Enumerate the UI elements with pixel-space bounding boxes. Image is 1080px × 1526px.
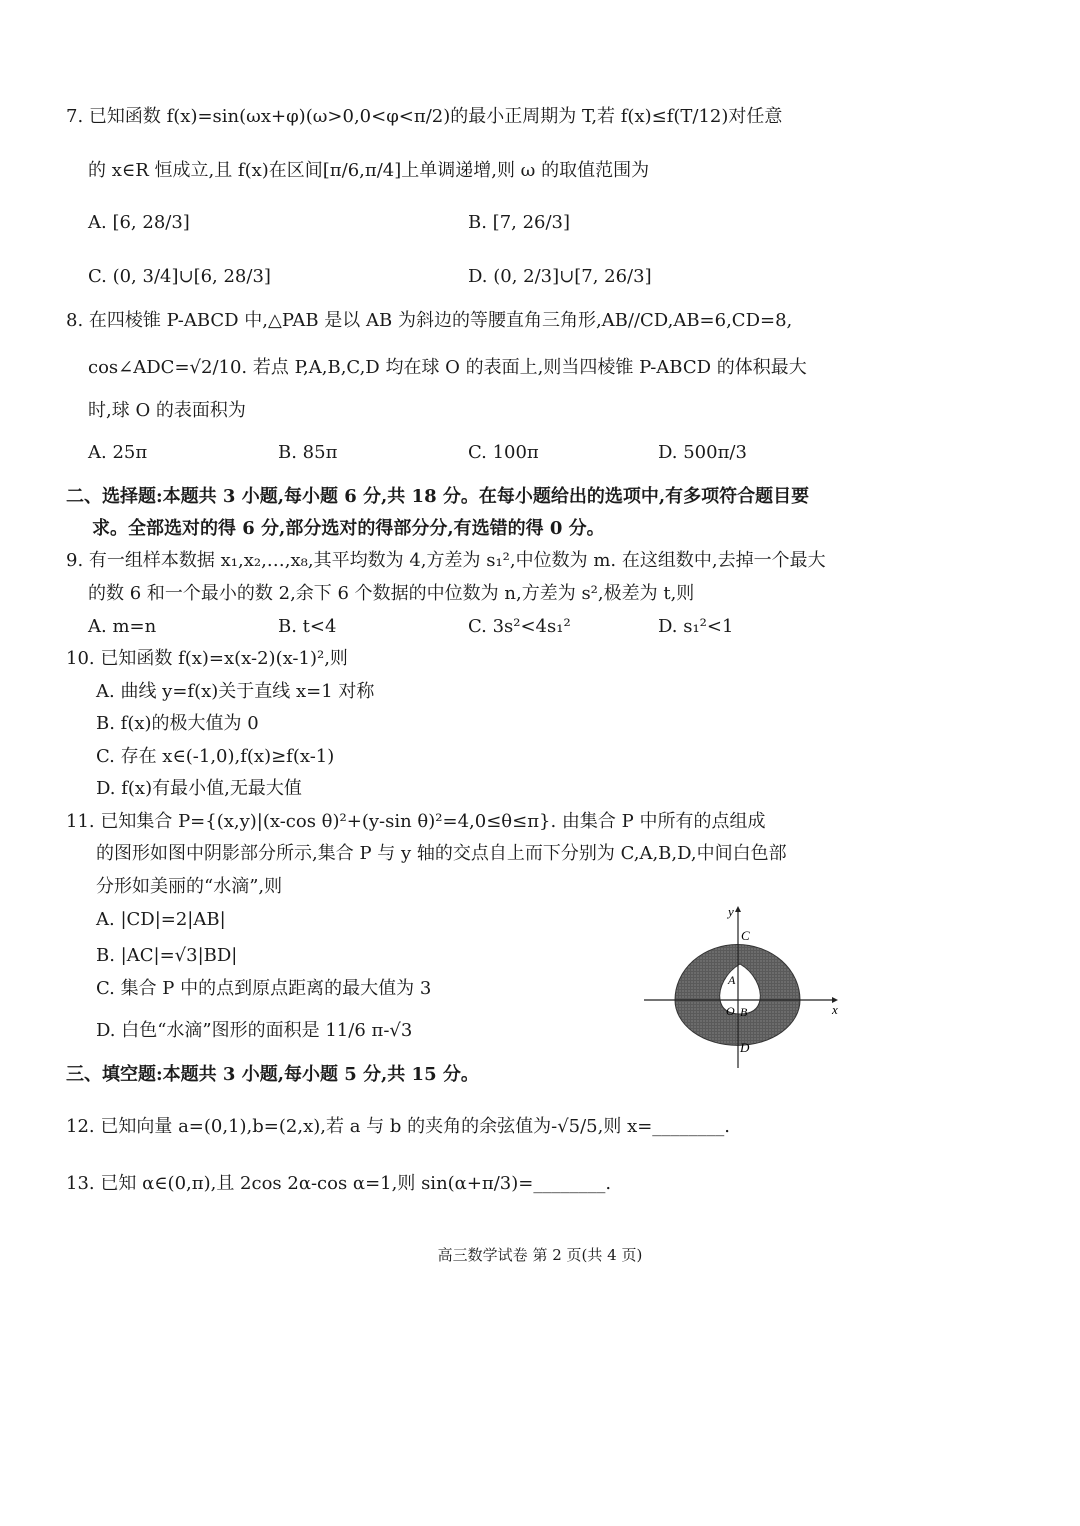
section2-heading-line2: 求。全部选对的得 6 分,部分选对的得部分分,有选错的得 0 分。 <box>92 518 605 539</box>
y-axis-arrow <box>735 906 741 912</box>
q9-stem-line1: 9. 有一组样本数据 x₁,x₂,…,x₈,其平均数为 4,方差为 s₁²,中位数为 m. 在这组数中,去掉一个最大 <box>66 550 826 571</box>
q8-option-b: B. 85π <box>278 442 338 463</box>
point-label-d: D <box>740 1040 750 1055</box>
q10-stem: 10. 已知函数 f(x)=x(x-2)(x-1)²,则 <box>66 648 348 669</box>
q13-stem: 13. 已知 α∈(0,π),且 2cos 2α-cos α=1,则 sin(α+π/3)=________. <box>66 1173 612 1194</box>
q10-option-a: A. 曲线 y=f(x)关于直线 x=1 对称 <box>96 681 375 702</box>
q9-option-d: D. s₁²<1 <box>658 616 734 637</box>
point-label-c: C <box>741 928 750 943</box>
q9-option-c: C. 3s²<4s₁² <box>468 616 571 637</box>
q8-stem-line1: 8. 在四棱锥 P-ABCD 中,△PAB 是以 AB 为斜边的等腰直角三角形,AB//CD,AB=6,CD=8, <box>66 310 793 331</box>
q8-stem-line2: cos∠ADC=√2/10. 若点 P,A,B,C,D 均在球 O 的表面上,则当四棱锥 P-ABCD 的体积最大 <box>88 357 807 378</box>
q7-option-a: A. [6, 28/3] <box>88 212 190 233</box>
point-label-o: O <box>726 1004 735 1018</box>
section3-heading: 三、填空题:本题共 3 小题,每小题 5 分,共 15 分。 <box>66 1064 479 1085</box>
q9-option-b: B. t<4 <box>278 616 337 637</box>
point-label-b: B <box>740 1005 748 1019</box>
q8-option-c: C. 100π <box>468 442 539 463</box>
q11-figure <box>640 900 850 1072</box>
y-axis-label: y <box>728 904 734 919</box>
q11-option-b: B. |AC|=√3|BD| <box>96 945 238 966</box>
q10-option-c: C. 存在 x∈(-1,0),f(x)≥f(x-1) <box>96 746 335 767</box>
q11-option-c: C. 集合 P 中的点到原点距离的最大值为 3 <box>96 978 432 999</box>
q10-option-b: B. f(x)的极大值为 0 <box>96 713 259 734</box>
q11-stem-line3: 分形如美丽的“水滴”,则 <box>96 876 283 897</box>
q12-stem: 12. 已知向量 a=(0,1),b=(2,x),若 a 与 b 的夹角的余弦值为-√5/5,则 x=________. <box>66 1116 731 1137</box>
q11-stem-line2: 的图形如图中阴影部分所示,集合 P 与 y 轴的交点自上而下分别为 C,A,B,D,中间白色部 <box>96 843 787 864</box>
q8-stem-line3: 时,球 O 的表面积为 <box>88 400 246 421</box>
q7-option-c: C. (0, 3/4]∪[6, 28/3] <box>88 266 271 287</box>
q8-option-d: D. 500π/3 <box>658 442 747 463</box>
q7-stem-line2: 的 x∈R 恒成立,且 f(x)在区间[π/6,π/4]上单调递增,则 ω 的取值范围为 <box>88 160 650 181</box>
q8-option-a: A. 25π <box>88 442 148 463</box>
q9-option-a: A. m=n <box>88 616 157 637</box>
page-footer: 高三数学试卷 第 2 页(共 4 页) <box>437 1246 643 1264</box>
q11-option-d: D. 白色“水滴”图形的面积是 11/6 π-√3 <box>96 1020 413 1041</box>
q7-stem-line1: 7. 已知函数 f(x)=sin(ωx+φ)(ω>0,0<φ<π/2)的最小正周期为 T,若 f(x)≤f(T/12)对任意 <box>66 106 783 127</box>
x-axis-label: x <box>832 1002 838 1017</box>
point-label-a: A <box>728 973 736 987</box>
q9-stem-line2: 的数 6 和一个最小的数 2,余下 6 个数据的中位数为 n,方差为 s²,极差为 t,则 <box>88 583 695 604</box>
q7-option-b: B. [7, 26/3] <box>468 212 571 233</box>
q10-option-d: D. f(x)有最小值,无最大值 <box>96 778 302 799</box>
q7-option-d: D. (0, 2/3]∪[7, 26/3] <box>468 266 652 287</box>
section2-heading-line1: 二、选择题:本题共 3 小题,每小题 6 分,共 18 分。在每小题给出的选项中,有多项符合题目要 <box>66 486 810 507</box>
q11-option-a: A. |CD|=2|AB| <box>96 909 226 930</box>
q11-stem-line1: 11. 已知集合 P={(x,y)|(x-cos θ)²+(y-sin θ)²=4,0≤θ≤π}. 由集合 P 中所有的点组成 <box>66 811 766 832</box>
